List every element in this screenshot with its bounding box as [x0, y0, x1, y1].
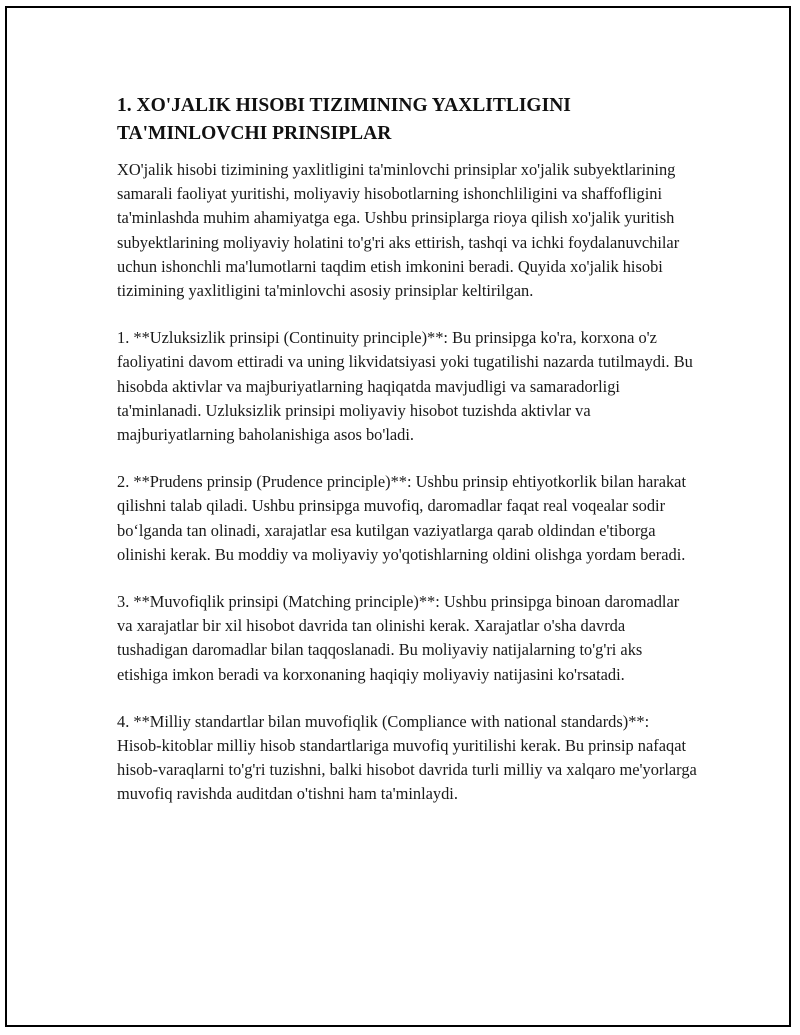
principle-continuity-paragraph: 1. **Uzluksizlik prinsipi (Continuity principle)**: Bu prinsipga ko'ra, korxona o'z faoliyatini davom ettiradi va uning likvidatsiyasi yoki tugatilishi nazarda tutilmaydi. Bu hisobda aktivlar va majburiyatlarning haqiqatda mavjudligi va samaradorligi ta'minlanadi. Uzluksizlik prinsipi moliyaviy hisobot tuzishda aktivlar va majburiyatlarning baholanishiga asos bo'ladi. — [117, 328, 693, 445]
document-body — [117, 92, 697, 807]
section-heading: 1. XO'JALIK HISOBI TIZIMINING YAXLITLIGINI TA'MINLOVCHI PRINSIPLAR — [117, 95, 571, 144]
intro-paragraph: XO'jalik hisobi tizimining yaxlitligini ta'minlovchi prinsiplar xo'jalik subyektlarining samarali faoliyat yuritishi, moliyaviy hisobotlarning ishonchliligini va shaffofligini ta'minlashda muhim ahamiyatga ega. Ushbu prinsiplarga rioya qilish xo'jalik yuritish subyektlarining moliyaviy holatini to'g'ri aks ettirish, tashqi va ichki foydalanuvchilar uchun ishonchli ma'lumotlarni taqdim etish imkonini beradi. Quyida xo'jalik hisobi tizimining yaxlitligini ta'minlovchi asosiy prinsiplar keltirilgan. — [117, 160, 680, 301]
principle-compliance-paragraph: 4. **Milliy standartlar bilan muvofiqlik (Compliance with national standards)**: Hisob-kitoblar milliy hisob standartlariga muvofiq yuritilishi kerak. Bu prinsip nafaqat hisob-varaqlarni to'g'ri tuzishni, balki hisobot davrida turli milliy va xalqaro me'yorlarga muvofiq ravishda auditdan o'tishni ham ta'minlaydi. — [117, 711, 697, 804]
principle-prudence-paragraph: 2. **Prudens prinsip (Prudence principle)**: Ushbu prinsip ehtiyotkorlik bilan harakat qilishni talab qiladi. Ushbu prinsipga muvofiq, daromadlar faqat real voqealar sodir bo‘lganda tan olinadi, xarajatlar esa kutilgan vaziyatlarga qarab oldindan e'tiborga olinishi kerak. Bu moddiy va moliyaviy yo'qotishlarning oldini olishga yordam beradi. — [117, 472, 687, 564]
principle-matching-paragraph: 3. **Muvofiqlik prinsipi (Matching principle)**: Ushbu prinsipga binoan daromadlar va xarajatlar bir xil hisobot davrida tan olinishi kerak. Xarajatlar o'sha davrda tushadigan daromadlar bilan taqqoslanadi. Bu moliyaviy natijalarning to'g'ri aks etishiga imkon beradi va korxonaning haqiqiy moliyaviy natijasini ko'rsatadi. — [117, 592, 680, 684]
